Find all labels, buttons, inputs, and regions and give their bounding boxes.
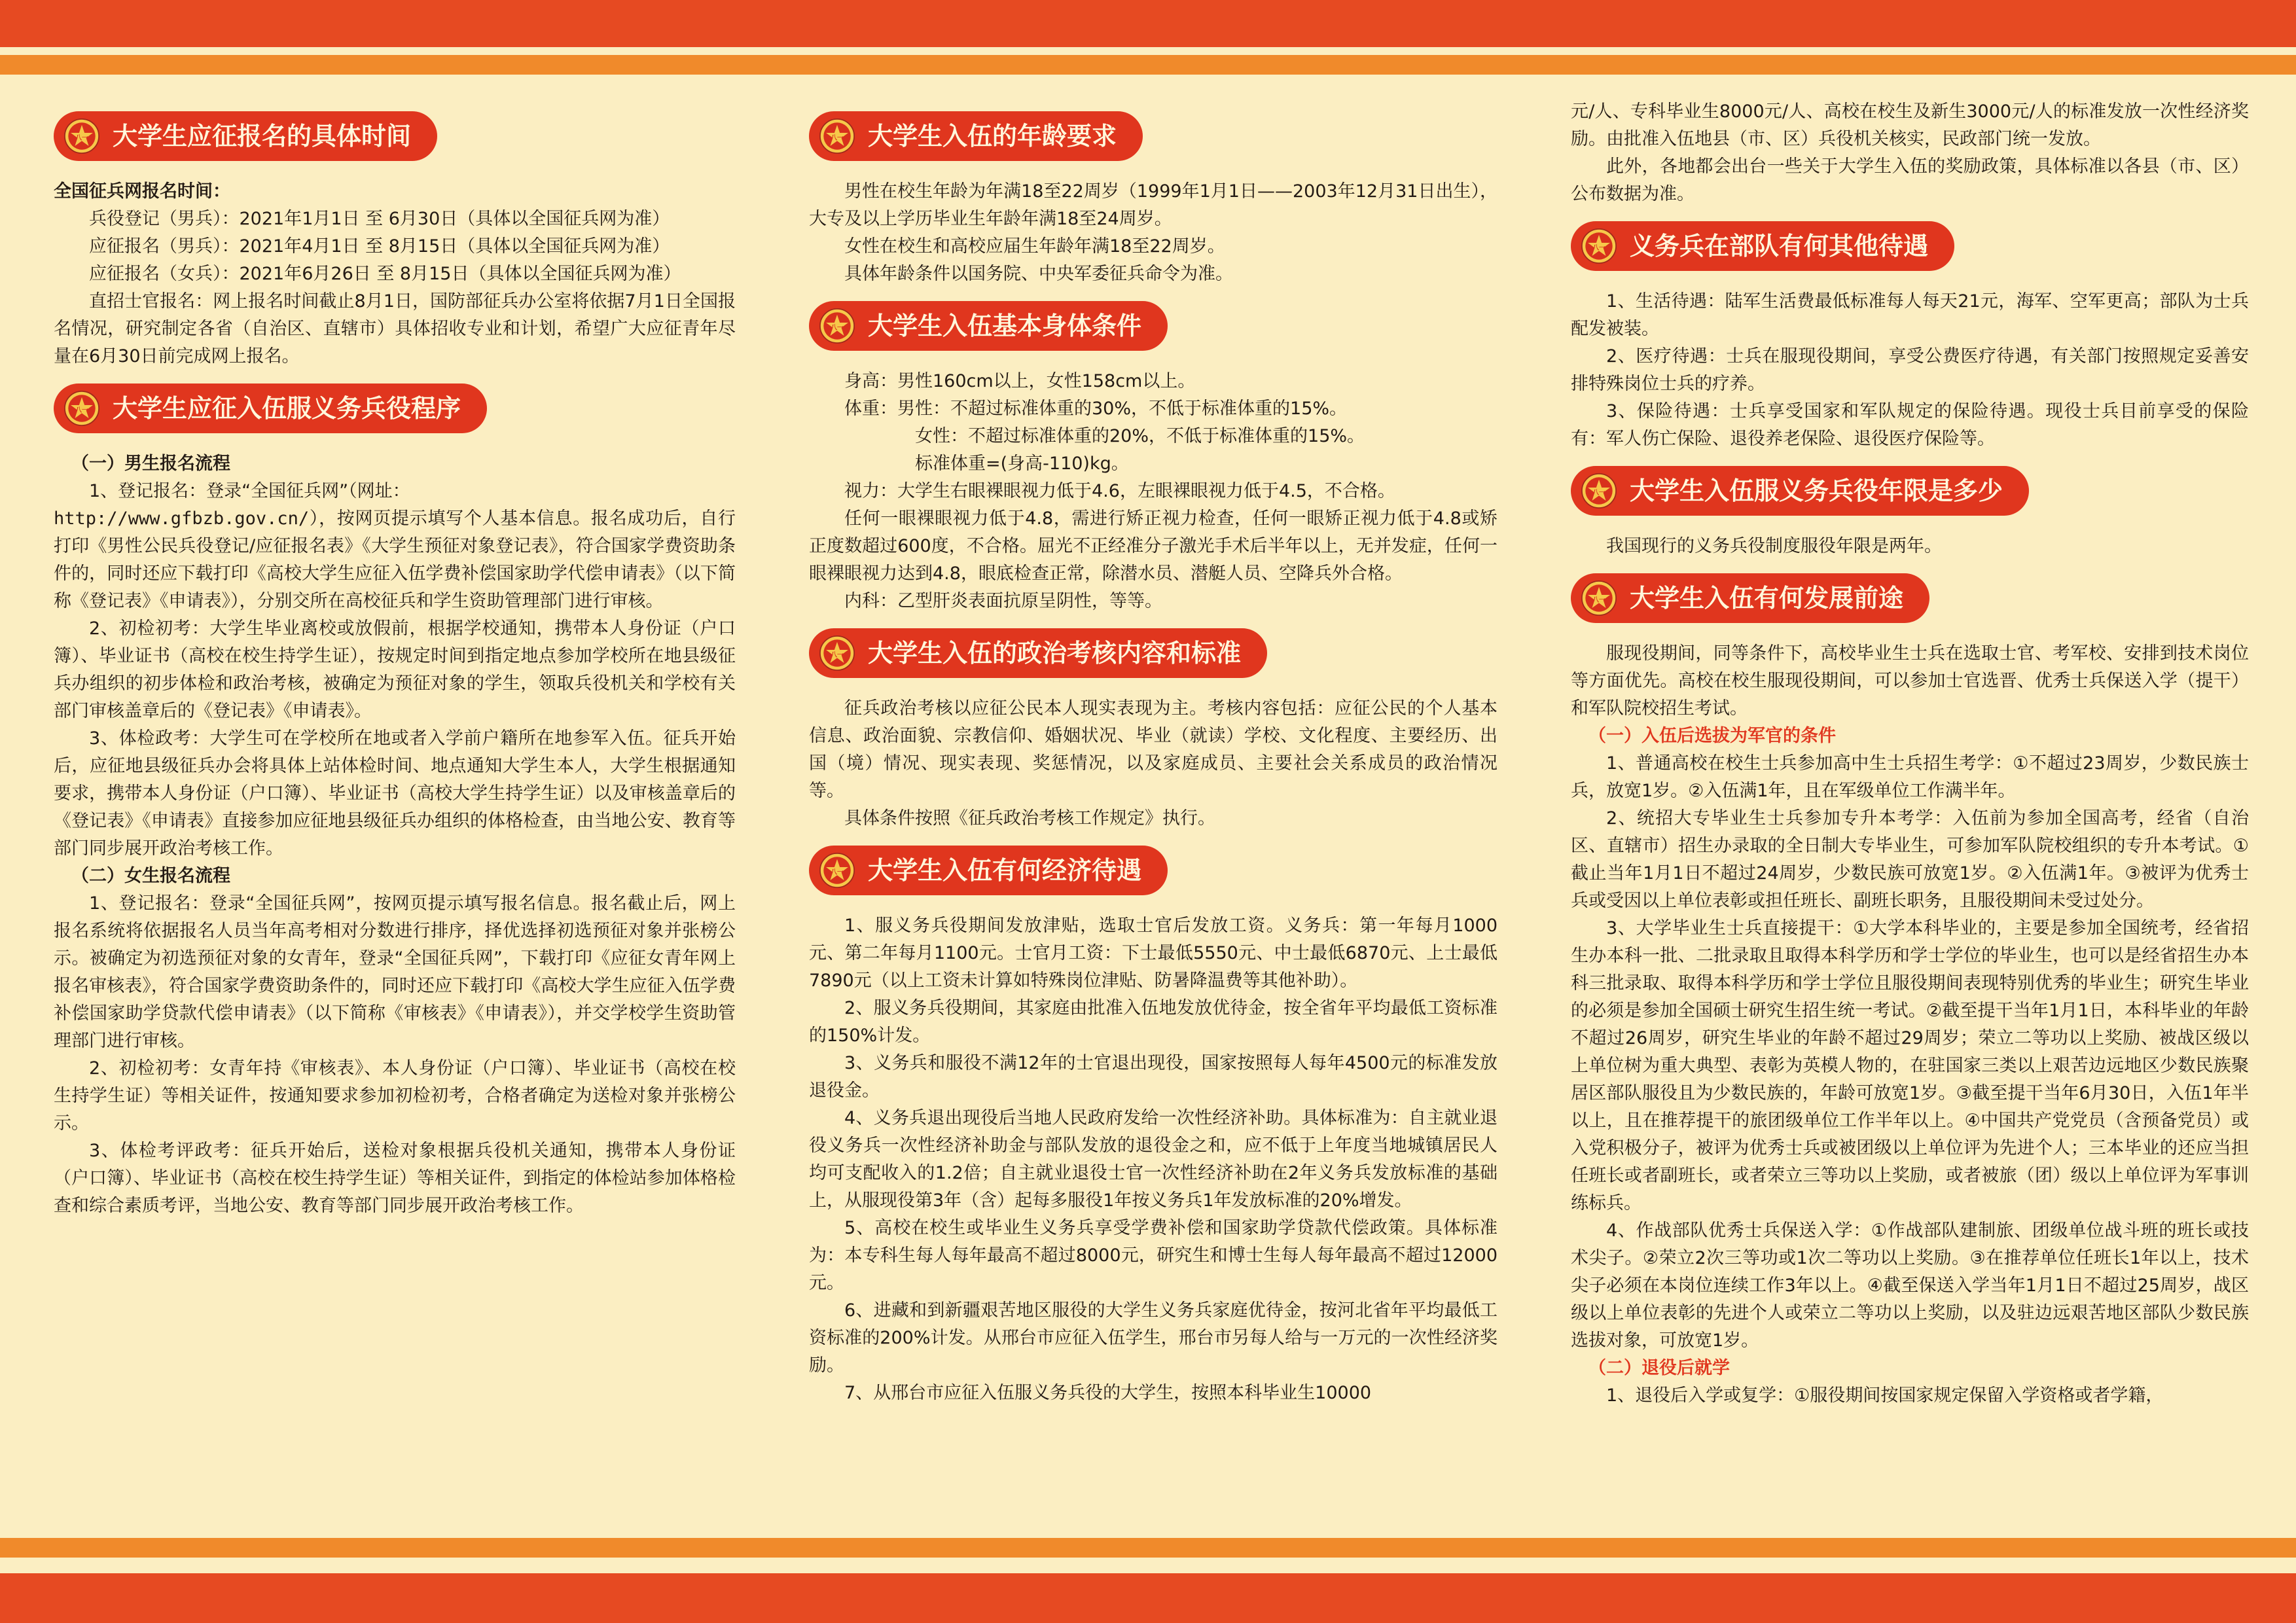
male-process-title: （一）男生报名流程 — [71, 454, 230, 474]
paragraph: 具体年龄条件以国务院、中央军委征兵命令为准。 — [844, 264, 1233, 284]
heading-text: 大学生入伍的政治考核内容和标准 — [868, 639, 1242, 668]
section-heading-enlistment-procedure — [54, 383, 487, 433]
paragraph: 2、初检初考：女青年持《审核表》、本人身份证（户口簿）、毕业证书（高校在校生持学生证）等相关证件，按通知要求参加初检初考，合格者确定为送检对象并张榜公示。 — [54, 1058, 736, 1133]
right-column — [1571, 98, 2249, 1535]
paragraph: 2、服义务兵役期间，其家庭由批准入伍地发放优待金，按全省年平均最低工资标准的150%计发。 — [809, 998, 1498, 1046]
paragraph: 内科：乙型肝炎表面抗原呈阴性，等等。 — [844, 591, 1162, 611]
army-badge-icon — [1581, 580, 1617, 616]
website-url: http://www.gfbzb.gov.cn/） — [54, 508, 319, 529]
paragraph: 1、登记报名：登录“全国征兵网”（网址： — [89, 481, 410, 501]
paragraph: 直招士官报名：网上报名时间截止8月1日，国防部征兵办公室将依据7月1日全国报名情况，研究制定各省（自治区、直辖市）具体招收专业和计划，希望广大应征青年尽量在6月30日前完成网上报名。 — [54, 291, 736, 366]
paragraph-text: ，按网页提示填写个人基本信息。报名成功后，自行打印《男性公民兵役登记/应征报名表》《大学生预征对象登记表》，符合国家学费资助条件的，同时还应下载打印《高校大学生应征入伍学费补偿国家助学代偿申请表》（以下简称《登记表》《申请表》），分别交所在高校征兵和学生资助管理部门进行审核。 — [54, 508, 736, 611]
heading-text: 大学生入伍的年龄要求 — [868, 122, 1117, 151]
paragraph: 此外，各地都会出台一些关于大学生入伍的奖励政策，具体标准以各县（市、区）公布数据为准。 — [1571, 156, 2249, 204]
paragraph: 5、高校在校生或毕业生义务兵享受学费补偿和国家助学贷款代偿政策。具体标准为：本专科生每人每年最高不超过8000元，研究生和博士生每人每年最高不超过12000元。 — [809, 1218, 1498, 1293]
heading-text: 大学生入伍有何经济待遇 — [868, 856, 1142, 885]
paragraph: 7、从邢台市应征入伍服义务兵役的大学生，按照本科毕业生10000 — [844, 1383, 1372, 1403]
army-badge-icon — [819, 118, 855, 154]
paragraph: 视力：大学生右眼裸眼视力低于4.6，左眼裸眼视力低于4.5，不合格。 — [844, 481, 1395, 501]
paragraph: 6、进藏和到新疆艰苦地区服役的大学生义务兵家庭优待金，按河北省年平均最低工资标准的200%计发。从邢台市应征入伍学生，邢台市另每人给与一万元的一次性经济奖励。 — [809, 1300, 1498, 1376]
paragraph: 具体条件按照《征兵政治考核工作规定》执行。 — [844, 808, 1215, 829]
section-heading-age-requirement — [809, 111, 1143, 161]
army-badge-icon — [819, 635, 855, 671]
paragraph: 3、体检政考：大学生可在学校所在地或者入学前户籍所在地参军入伍。征兵开始后，应征地县级征兵办会将具体上站体检时间、地点通知大学生本人，大学生根据通知要求，携带本人身份证（户口簿）、毕业证书（高校大学生持学生证）以及审核盖章后的《登记表》《申请表》直接参加应征地县级征兵办组织的体格检查，由当地公安、教育等部门同步展开政治考核工作。 — [54, 728, 736, 859]
paragraph: 2、统招大专毕业生士兵参加专升本考学：入伍前为参加全国高考，经省（自治区、直辖市）招生办录取的全日制大专毕业生，可参加军队院校组织的专升本考试。①截止当年1月1日不超过24周岁，少数民族可放宽1岁。②入伍满1年。③被评为优秀士兵或受因以上单位表彰或担任班长、副班长职务，且服役期间未受过处分。 — [1571, 808, 2249, 911]
bottom-orange-band — [0, 1538, 2296, 1558]
section-heading-service-years — [1571, 466, 2029, 516]
paragraph: 3、义务兵和服役不满12年的士官退出现役，国家按照每人每年4500元的标准发放退役金。 — [809, 1053, 1498, 1101]
paragraph: 3、保险待遇：士兵享受国家和军队规定的保险待遇。现役士兵目前享受的保险有：军人伤亡保险、退役养老保险、退役医疗保险等。 — [1571, 401, 2249, 449]
bottom-red-band — [0, 1573, 2296, 1623]
paragraph: 征兵政治考核以应征公民本人现实表现为主。考核内容包括：应征公民的个人基本信息、政治面貌、宗教信仰、婚姻状况、毕业（就读）学校、文化程度、主要经历、出国（境）情况、现实表现、奖惩情况，以及家庭成员、主要社会关系成员的政治情况等。 — [809, 698, 1498, 801]
paragraph: 2、医疗待遇：士兵在服现役期间，享受公费医疗待遇，有关部门按照规定妥善安排特殊岗位士兵的疗养。 — [1571, 346, 2249, 394]
paragraph: 男性在校生年龄为年满18至22周岁（1999年1月1日——2003年12月31日出生），大专及以上学历毕业生年龄年满18至24周岁。 — [809, 181, 1498, 229]
heading-text: 大学生入伍基本身体条件 — [868, 312, 1142, 340]
paragraph: 女性：不超过标准体重的20%，不低于标准体重的15%。 — [915, 426, 1365, 446]
heading-text: 大学生入伍有何发展前途 — [1630, 584, 1904, 613]
paragraph: 1、登记报名：登录“全国征兵网”，按网页提示填写报名信息。报名截止后，网上报名系统将依据报名人员当年高考相对分数进行排序，择优选择初选预征对象并张榜公示。被确定为初选预征对象的女青年，登录“全国征兵网”，下载打印《应征女青年网上报名审核表》，符合国家学费资助条件的，同时还应下载打印《高校大学生应征入伍学费补偿国家助学贷款代偿申请表》（以下简称《审核表》《申请表》），并交学校学生资助管理部门进行审核。 — [54, 893, 736, 1051]
section-heading-career-prospects — [1571, 573, 1929, 623]
army-badge-icon — [819, 308, 855, 344]
army-badge-icon — [64, 118, 99, 154]
registration-time-label: 全国征兵网报名时间： — [54, 181, 230, 202]
paragraph: 服现役期间，同等条件下，高校毕业生士兵在选取士官、考军校、安排到技术岗位等方面优先。高校在校生服现役期间，可以参加士官选晋、优秀士兵保送入学（提干）和军队院校招生考试。 — [1571, 643, 2249, 719]
paragraph: 1、服义务兵役期间发放津贴，选取士官后发放工资。义务兵：第一年每月1000元、第二年每月1100元。士官月工资：下士最低5550元、中士最低6870元、上士最低7890元（以上工资未计算如特殊岗位津贴、防暑降温费等其他补助）。 — [809, 916, 1498, 991]
paragraph: 体重：男性：不超过标准体重的30%，不低于标准体重的15%。 — [844, 399, 1348, 419]
army-badge-icon — [819, 853, 855, 888]
army-badge-icon — [64, 391, 99, 426]
paragraph: 1、生活待遇：陆军生活费最低标准每人每天21元，海军、空军更高；部队为士兵配发被装。 — [1571, 291, 2249, 339]
top-orange-band — [0, 55, 2296, 75]
top-red-band — [0, 0, 2296, 47]
paragraph: 标准体重=(身高-110)kg。 — [915, 454, 1129, 474]
middle-column — [809, 98, 1498, 1535]
paragraph: 2、初检初考：大学生毕业离校或放假前，根据学校通知，携带本人身份证（户口簿）、毕业证书（高校在校生持学生证），按规定时间到指定地点参加学校所在地县级征兵办组织的初步体检和政治考核，被确定为预征对象的学生，领取兵役机关和学校有关部门审核盖章后的《登记表》《申请表》。 — [54, 618, 736, 721]
section-heading-other-benefits — [1571, 221, 1954, 271]
paragraph: 应征报名（女兵）：2021年6月26日 至 8月15日（具体以全国征兵网为准） — [89, 264, 681, 284]
paragraph: 元/人、专科毕业生8000元/人、高校在校生及新生3000元/人的标准发放一次性经济奖励。由批准入伍地县（市、区）兵役机关核实，民政部门统一发放。 — [1571, 101, 2249, 149]
paragraph — [54, 505, 736, 615]
paragraph: 4、作战部队优秀士兵保送入学：①作战部队建制旅、团级单位战斗班的班长或技术尖子。②荣立2次三等功或1次二等功以上奖励。③在推荐单位任班长1年以上，技术尖子必须在本岗位连续工作3年以上。④截至保送入学当年1月1日不超过25周岁，战区级以上单位表彰的先进个人或荣立二等功以上奖励，以及驻边远艰苦地区部队少数民族选拔对象，可放宽1岁。 — [1571, 1221, 2249, 1351]
heading-text: 大学生应征报名的具体时间 — [113, 122, 412, 151]
paragraph: 任何一眼裸眼视力低于4.8，需进行矫正视力检查，任何一眼矫正视力低于4.8或矫正度数超过600度，不合格。屈光不正经准分子激光手术后半年以上，无并发症，任何一眼裸眼视力达到4.8，眼底检查正常，除潜水员、潜艇人员、空降兵外合格。 — [809, 508, 1498, 584]
paragraph: 1、退役后入学或复学：①服役期间按国家规定保留入学资格或者学籍， — [1606, 1385, 2164, 1406]
paragraph: 3、大学毕业生士兵直接提干：①大学本科毕业的，主要是参加全国统考，经省招生办本科一批、二批录取且取得本科学历和学士学位的毕业生，也可以是经省招生办本科三批录取、取得本科学历和学士学位且服役期间表现特别优秀的毕业生；研究生毕业的必须是参加全国硕士研究生招生统一考试。②截至提干当年1月1日，本科毕业的年龄不超过26周岁，研究生毕业的年龄不超过29周岁；荣立二等功以上奖励、被战区级以上单位树为重大典型、表彰为英模人物的，在驻国家三类以上艰苦边远地区少数民族聚居区部队服役且为少数民族的，年龄可放宽1岁。③截至提干当年6月30日，入伍1年半以上，且在推荐提干的旅团级单位工作半年以上。④中国共产党党员（含预备党员）或入党积极分子，被评为优秀士兵或被团级以上单位评为先进个人；三本毕业的还应当担任班长或者副班长，或者荣立三等功以上奖励，或者被旅（团）级以上单位评为军事训练标兵。 — [1571, 918, 2249, 1213]
heading-text: 大学生应征入伍服义务兵役程序 — [113, 394, 461, 423]
paragraph: 应征报名（男兵）：2021年4月1日 至 8月15日（具体以全国征兵网为准） — [89, 236, 670, 257]
section-heading-registration-time — [54, 111, 437, 161]
paragraph: 兵役登记（男兵）：2021年1月1日 至 6月30日（具体以全国征兵网为准） — [89, 209, 670, 229]
heading-text: 义务兵在部队有何其他待遇 — [1630, 232, 1929, 260]
heading-text: 大学生入伍服义务兵役年限是多少 — [1630, 476, 2003, 505]
section-heading-economic-benefits — [809, 846, 1168, 895]
army-badge-icon — [1581, 473, 1617, 508]
paragraph: 1、普通高校在校生士兵参加高中生士兵招生考学：①不超过23周岁，少数民族士兵，放宽1岁。②入伍满1年，且在军级单位工作满半年。 — [1571, 753, 2249, 801]
paragraph: 我国现行的义务兵役制度服役年限是两年。 — [1606, 536, 1942, 556]
section-heading-political-review — [809, 628, 1267, 678]
section-heading-physical-conditions — [809, 301, 1168, 351]
army-badge-icon — [1581, 228, 1617, 264]
paragraph: 女性在校生和高校应届生年龄年满18至22周岁。 — [844, 236, 1225, 257]
left-column — [54, 98, 736, 1535]
paragraph: 身高：男性160cm以上，女性158cm以上。 — [844, 371, 1196, 391]
paragraph: 3、体检考评政考：征兵开始后，送检对象根据兵役机关通知，携带本人身份证（户口簿）、毕业证书（高校在校生持学生证）等相关证件，到指定的体检站参加体格检查和综合素质考评，当地公安、教育等部门同步展开政治考核工作。 — [54, 1141, 736, 1216]
paragraph: 4、义务兵退出现役后当地人民政府发给一次性经济补助。具体标准为：自主就业退役义务兵一次性经济补助金与部队发放的退役金之和，应不低于上年度当地城镇居民人均可支配收入的1.2倍；自主就业退役士官一次性经济补助在2年义务兵发放标准的基础上，从服现役第3年（含）起每多服役1年按义务兵1年发放标准的20%增发。 — [809, 1108, 1498, 1211]
subsection-title: （一）入伍后选拔为军官的条件 — [1588, 726, 1836, 746]
subsection-title: （二）退役后就学 — [1588, 1358, 1730, 1378]
female-process-title: （二）女生报名流程 — [71, 866, 230, 886]
